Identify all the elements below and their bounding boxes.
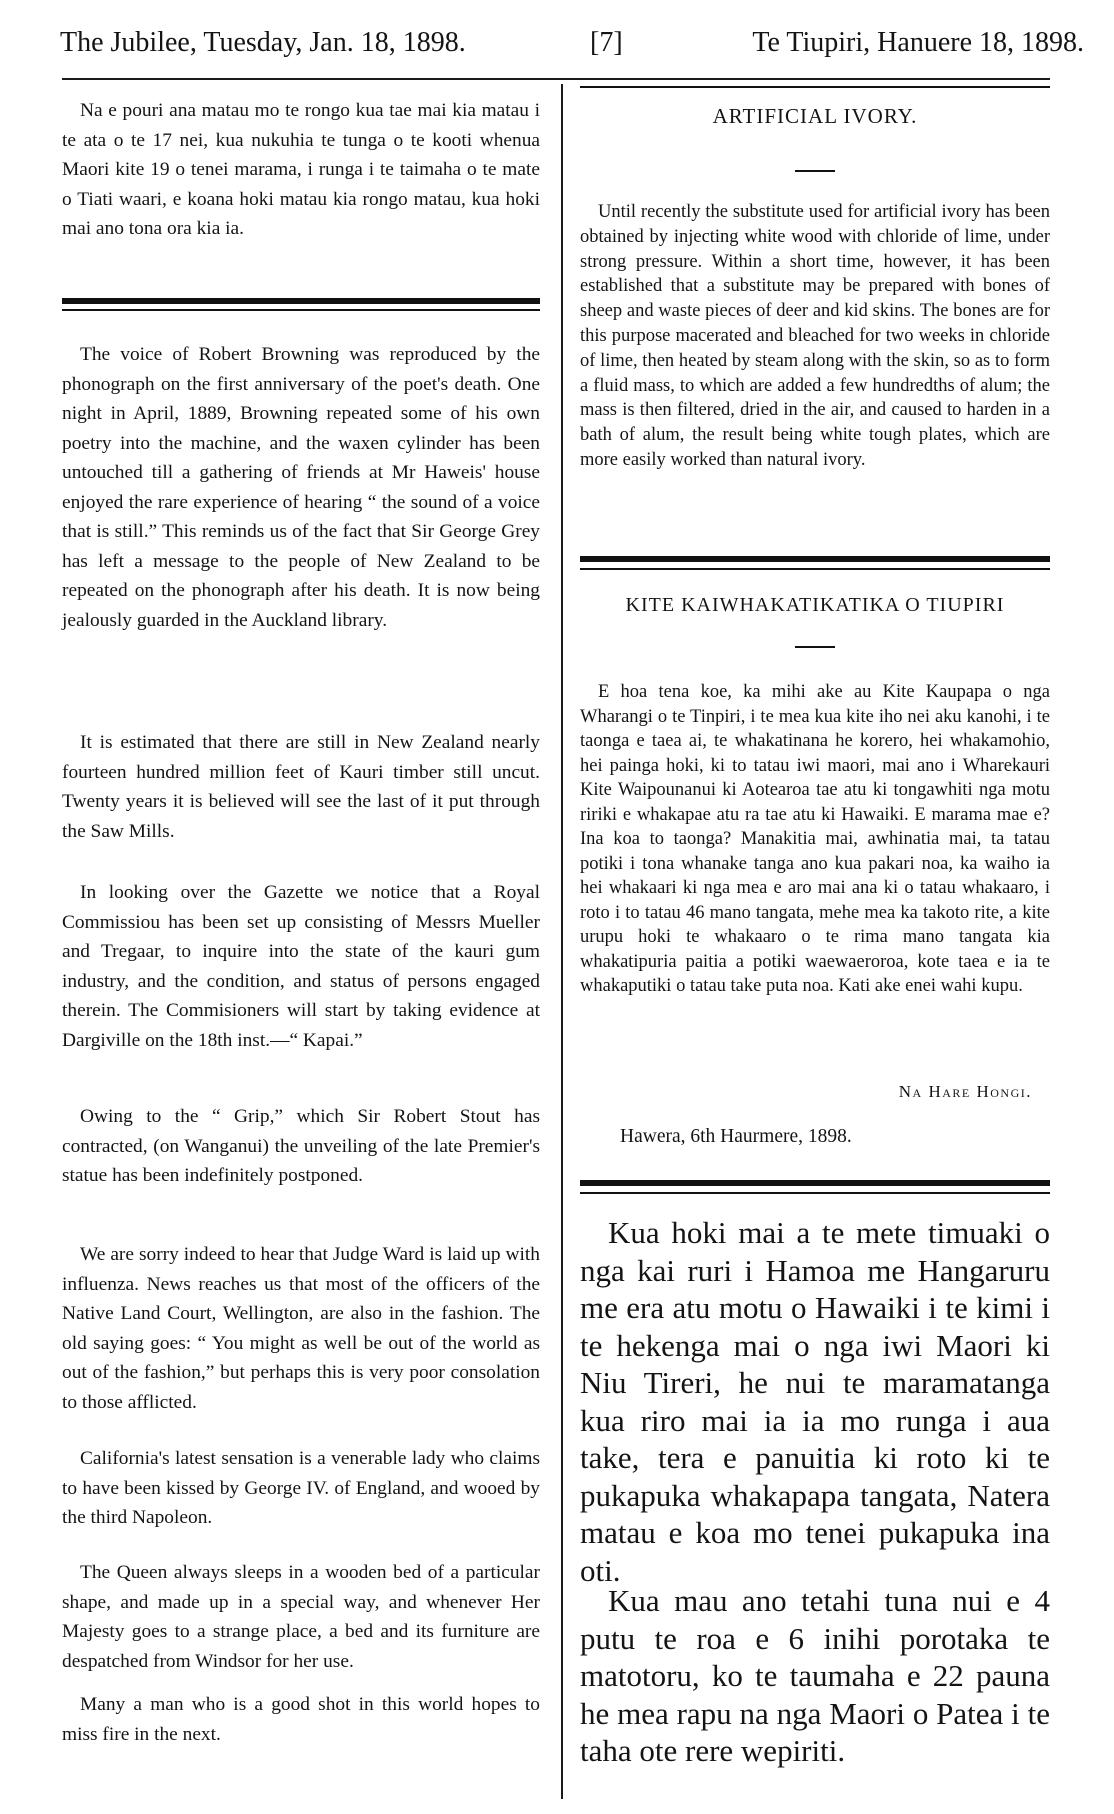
article-artificial-ivory: Until recently the substitute used for artificial ivory has been obtained by injecting white wood with chloride of lime, under strong pressure. Within a short time, however, it has been established that a substitute may be prepared with bones of sheep and waste pieces of deer and kid skins. The bones are for this purpose macerated and bleached for two weeks in chloride of lime, then heated by steam along with the skin, so as to form a fluid mass, to which are added a few hundredths of alum; the mass is then filtered, dried in the air, and caused to harden in a bath of alum, the result being white tough plates, which are more easily worked than natural ivory.	[580, 202, 1050, 470]
article-browning-phonograph: The voice of Robert Browning was reproduced by the phonograph on the first anniversary of the poet's death. One night in April, 1889, Browning repeated some of his own poetry into the machine, and the waxen cylinder has been untouched till a gathering of friends at Mr Haweis' house enjoyed the rare experience of hearing “ the sound of a voice that is still.” This reminds us of the fact that Sir George Grey has left a message to the people of New Zealand to be repeated on the phonograph after his death. It is now being jealously guarded in the Auckland library.	[62, 344, 540, 631]
ivory-heading: ARTIFICIAL IVORY.	[712, 104, 918, 128]
heading-dash	[795, 170, 835, 172]
article-kauri-timber: It is estimated that there are still in New Zealand nearly fourteen hundred million feet of Kauri timber still uncut. Twenty years it is believed will see the last of it put through the Saw Mills.	[62, 732, 540, 842]
article-surveyors-return: Kua hoki mai a te mete timuaki o nga kai ruri i Hamoa me Hangaruru me era atu motu o Hawaiki i te kimi i te hekenga mai o nga iwi Maori ki Niu Tireri, he nui te maramatanga kua riro mai ia ia mo runga i aua take, tera e panuitia ki roto ki te pukapuka whakapapa tangata, Natera matau e koa mo tenei pukapuka ina oti.	[580, 1215, 1050, 1588]
page-header	[30, 18, 1084, 68]
section-rule-heavy	[62, 298, 540, 304]
header-rule	[62, 78, 1050, 80]
article-good-shot: Many a man who is a good shot in this world hopes to miss fire in the next.	[62, 1694, 540, 1745]
header-right-title: Te Tiupiri, Hanuere 18, 1898.	[752, 27, 1084, 58]
signature-text: Na Hare Hongi.	[898, 1082, 1032, 1101]
letter-heading: KITE KAIWHAKATIKATIKA O TIUPIRI	[625, 594, 1005, 616]
section-rule-heavy	[580, 556, 1050, 562]
letter-to-editor: E hoa tena koe, ka mihi ake au Kite Kaupapa o nga Wharangi o te Tinpiri, i te mea kua kite iho nei aku kanohi, i te taonga e taea ai, te whakatinana he korero, hei whakamohio, hei painga hoki, ki to tatau iwi maori, mai ano i Wharekauri Kite Waipounanui ki Aotearoa tae atu ki tongawhiti nga motu ririki e whakapae atu ra tae atu ki Hawaiki. E marama mae e? Ina koa to taonga? Manakitia mai, awhinatia mai, ta tatau potiki i tona whanake tanga ano kua pakari noa, ka waiho ia hei whakaari ki nga mea e aro mai ana ki o tatau whakaaro, i roto i to tatau 46 mano tangata, mehe mea ka takoto rite, a kite urupu hoki te whakaaro o te rima mano tangata kia whakatipuria paitia a potiki waewaeroroa, kote taea e ia te whakaputiki o tatau take puta noa. Kati ake enei wahi kupu.	[580, 682, 1050, 996]
page-number: [7]	[590, 27, 623, 58]
article-royal-commission: In looking over the Gazette we notice that a Royal Commissiou has been set up consisting of Messrs Mueller and Tregaar, to inquire into the state of the kauri gum industry, and the condition, and status of persons engaged therein. The Commisioners will start by taking evidence at Dargiville on the 18th inst.—“ Kapai.”	[62, 882, 540, 1051]
column-divider	[561, 84, 563, 1799]
letter-signature	[580, 1082, 1032, 1102]
article-queen-bed: The Queen always sleeps in a wooden bed of a particular shape, and made up in a special way, and whenever Her Majesty goes to a strange place, a bed and its furniture are despatched from Windsor for her use.	[62, 1562, 540, 1672]
article-great-eel: Kua mau ano tetahi tuna nui e 4 putu te roa e 6 inihi porotaka te matotoru, ko te taumaha e 22 pauna he mea rapu na nga Maori o Patea i te taha ote rere wepiriti.	[580, 1583, 1050, 1768]
header-left-title: The Jubilee, Tuesday, Jan. 18, 1898.	[60, 27, 466, 58]
section-rule-thin	[580, 568, 1050, 570]
article-california-sensation: California's latest sensation is a venerable lady who claims to have been kissed by George IV. of England, and wooed by the third Napoleon.	[62, 1448, 540, 1528]
article-court-adjourned: Na e pouri ana matau mo te rongo kua tae mai kia matau i te ata o te 17 nei, kua nukuhia te tunga o te kooti whenua Maori kite 19 o tenei marama, i runga i te taimaha o te mate o Tiati waari, e koana hoki matau kia rongo matau, kua hoki mai ano tona ora kia ia.	[62, 100, 540, 239]
article-judge-ward: We are sorry indeed to hear that Judge Ward is laid up with influenza. News reaches us that most of the officers of the Native Land Court, Wellington, are also in the fashion. The old saying goes: “ You might as well be out of the world as out of the fashion,” but perhaps this is very poor consolation to those afflicted.	[62, 1244, 540, 1413]
section-rule-thin	[62, 309, 540, 311]
article-statue-postponed: Owing to the “ Grip,” which Sir Robert Stout has contracted, (on Wanganui) the unveiling of the late Premier's statue has been indefinitely postponed.	[62, 1106, 540, 1186]
letter-place-date: Hawera, 6th Haurmere, 1898.	[620, 1126, 852, 1147]
section-rule-thin	[580, 1192, 1050, 1194]
right-top-rule	[580, 86, 1050, 88]
section-rule-heavy	[580, 1180, 1050, 1186]
heading-dash	[795, 646, 835, 648]
